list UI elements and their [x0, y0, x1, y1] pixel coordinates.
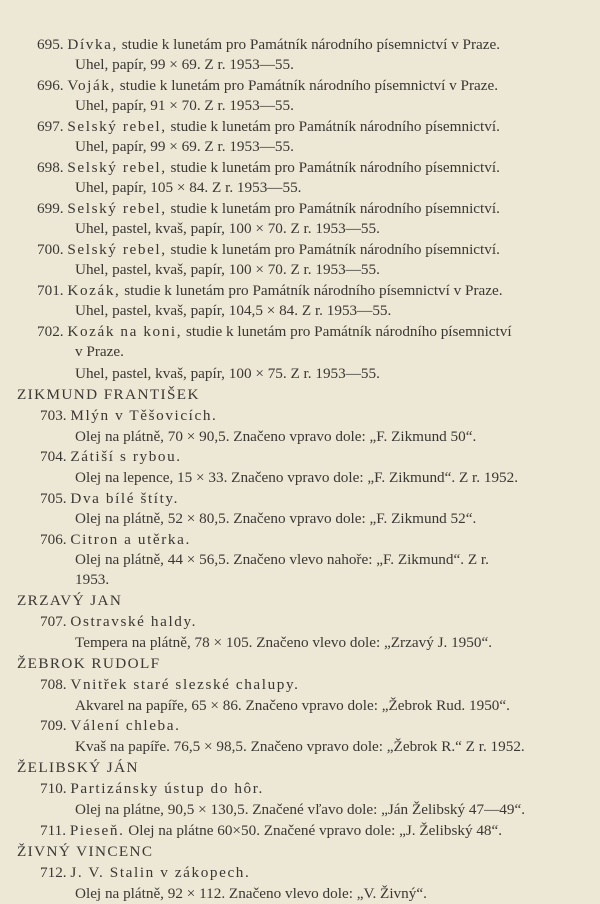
entry-description: studie k lunetám pro Památník národního písemnictví [182, 323, 512, 340]
entry-detail: Kvaš na papíře. 76,5 × 98,5. Značeno vpravo dole: „Žebrok R.“ Z r. 1952. [75, 738, 525, 755]
entry-description: studie k lunetám pro Památník národního písemnictví v Praze. [117, 36, 501, 53]
entry-697 [37, 117, 500, 137]
entry-detail: Uhel, pastel, kvaš, papír, 100 × 70. Z r. 1953—55. [75, 261, 380, 278]
entry-description-continued: v Praze. [75, 343, 124, 360]
entry-number: 708. [40, 676, 67, 693]
entry-detail-continued: 1953. [75, 571, 110, 588]
entry-706 [40, 530, 191, 550]
entry-title: Dívka, [67, 36, 118, 53]
entry-title: Dva bílé štíty. [70, 490, 180, 507]
entry-detail: Olej na lepence, 15 × 33. Značeno vpravo dole: „F. Zikmund“. Z r. 1952. [75, 469, 519, 486]
entry-title: Zátiší s rybou. [70, 448, 182, 465]
entry-701 [37, 281, 503, 301]
entry-704 [40, 447, 182, 467]
entry-detail: Uhel, pastel, kvaš, papír, 100 × 70. Z r. 1953—55. [75, 220, 380, 237]
entry-title: Selský rebel, [67, 241, 167, 258]
entry-description: studie k lunetám pro Památník národního písemnictví v Praze. [120, 282, 503, 299]
entry-title: Selský rebel, [67, 200, 167, 217]
entry-number: 710. [40, 780, 67, 797]
entry-number: 709. [40, 717, 67, 734]
entry-number: 699. [37, 200, 64, 217]
entry-number: 704. [40, 448, 67, 465]
entry-695 [37, 35, 500, 55]
entry-number: 712. [40, 864, 67, 881]
entry-detail: Uhel, papír, 91 × 70. Z r. 1953—55. [75, 97, 294, 114]
entry-detail: Tempera na plátně, 78 × 105. Značeno vlevo dole: „Zrzavý J. 1950“. [75, 634, 492, 651]
entry-711 [40, 821, 502, 841]
entry-number: 706. [40, 531, 67, 548]
entry-description: studie k lunetám pro Památník národního písemnictví. [166, 159, 500, 176]
entry-702 [37, 322, 512, 342]
entry-detail: Akvarel na papíře, 65 × 86. Značeno vpravo dole: „Žebrok Rud. 1950“. [75, 697, 510, 714]
artist-heading: ŽIVNÝ VINCENC [17, 843, 154, 860]
entry-title: Selský rebel, [67, 118, 167, 135]
entry-title: Kozák, [67, 282, 121, 299]
entry-705 [40, 489, 179, 509]
entry-title: Citron a utěrka. [70, 531, 191, 548]
entry-detail: Olej na plátně, 70 × 90,5. Značeno vpravo dole: „F. Zikmund 50“. [75, 428, 477, 445]
entry-title: Kozák na koni, [67, 323, 183, 340]
entry-number: 711. [40, 822, 67, 839]
entry-title: Pieseň. [69, 822, 125, 839]
entry-number: 703. [40, 407, 67, 424]
entry-699 [37, 199, 500, 219]
entry-detail: Uhel, papír, 99 × 69. Z r. 1953—55. [75, 56, 294, 73]
entry-title: Selský rebel, [67, 159, 167, 176]
entry-709 [40, 716, 180, 736]
entry-detail: Uhel, pastel, kvaš, papír, 104,5 × 84. Z r. 1953—55. [75, 302, 392, 319]
entry-712 [40, 863, 250, 883]
entry-708 [40, 675, 300, 695]
entry-number: 701. [37, 282, 64, 299]
artist-heading: ŽEBROK RUDOLF [17, 655, 161, 672]
entry-703 [40, 406, 217, 426]
entry-title: Partizánsky ústup do hôr. [70, 780, 264, 797]
entry-number: 705. [40, 490, 67, 507]
entry-title: Mlýn v Těšovicích. [70, 407, 218, 424]
entry-detail: Olej na plátně, 52 × 80,5. Značeno vpravo dole: „F. Zikmund 52“. [75, 510, 477, 527]
entry-700 [37, 240, 500, 260]
entry-title: Vnitřek staré slezské chalupy. [70, 676, 300, 693]
entry-description: studie k lunetám pro Památník národního písemnictví v Praze. [115, 77, 499, 94]
entry-number: 695. [37, 36, 64, 53]
artist-heading: ZIKMUND FRANTIŠEK [17, 386, 200, 403]
entry-description: studie k lunetám pro Památník národního písemnictví. [166, 118, 500, 135]
entry-title: Válení chleba. [70, 717, 181, 734]
entry-detail: Uhel, pastel, kvaš, papír, 100 × 75. Z r. 1953—55. [75, 365, 380, 382]
entry-707 [40, 612, 197, 632]
entry-number: 696. [37, 77, 64, 94]
artist-heading: ZRZAVÝ JAN [17, 592, 123, 609]
entry-detail: Uhel, papír, 99 × 69. Z r. 1953—55. [75, 138, 294, 155]
entry-710 [40, 779, 264, 799]
entry-detail: Uhel, papír, 105 × 84. Z r. 1953—55. [75, 179, 302, 196]
entry-title: Ostravské haldy. [70, 613, 198, 630]
entry-description: studie k lunetám pro Památník národního písemnictví. [166, 200, 500, 217]
entry-detail: Olej na plátne, 90,5 × 130,5. Značené vľavo dole: „Ján Želibský 47—49“. [75, 801, 525, 818]
entry-698 [37, 158, 500, 178]
entry-title: Voják, [67, 77, 116, 94]
entry-number: 700. [37, 241, 64, 258]
entry-number: 698. [37, 159, 64, 176]
entry-number: 707. [40, 613, 67, 630]
entry-detail: Olej na plátně, 44 × 56,5. Značeno vlevo nahoře: „F. Zikmund“. Z r. [75, 551, 489, 568]
entry-696 [37, 76, 498, 96]
entry-number: 702. [37, 323, 64, 340]
entry-detail: Olej na plátne 60×50. Značené vpravo dole: „J. Želibský 48“. [124, 822, 503, 839]
entry-detail: Olej na plátně, 92 × 112. Značeno vlevo dole: „V. Živný“. [75, 885, 427, 902]
entry-number: 697. [37, 118, 64, 135]
entry-title: J. V. Stalin v zákopech. [70, 864, 251, 881]
artist-heading: ŽELIBSKÝ JÁN [17, 759, 139, 776]
entry-description: studie k lunetám pro Památník národního písemnictví. [166, 241, 500, 258]
